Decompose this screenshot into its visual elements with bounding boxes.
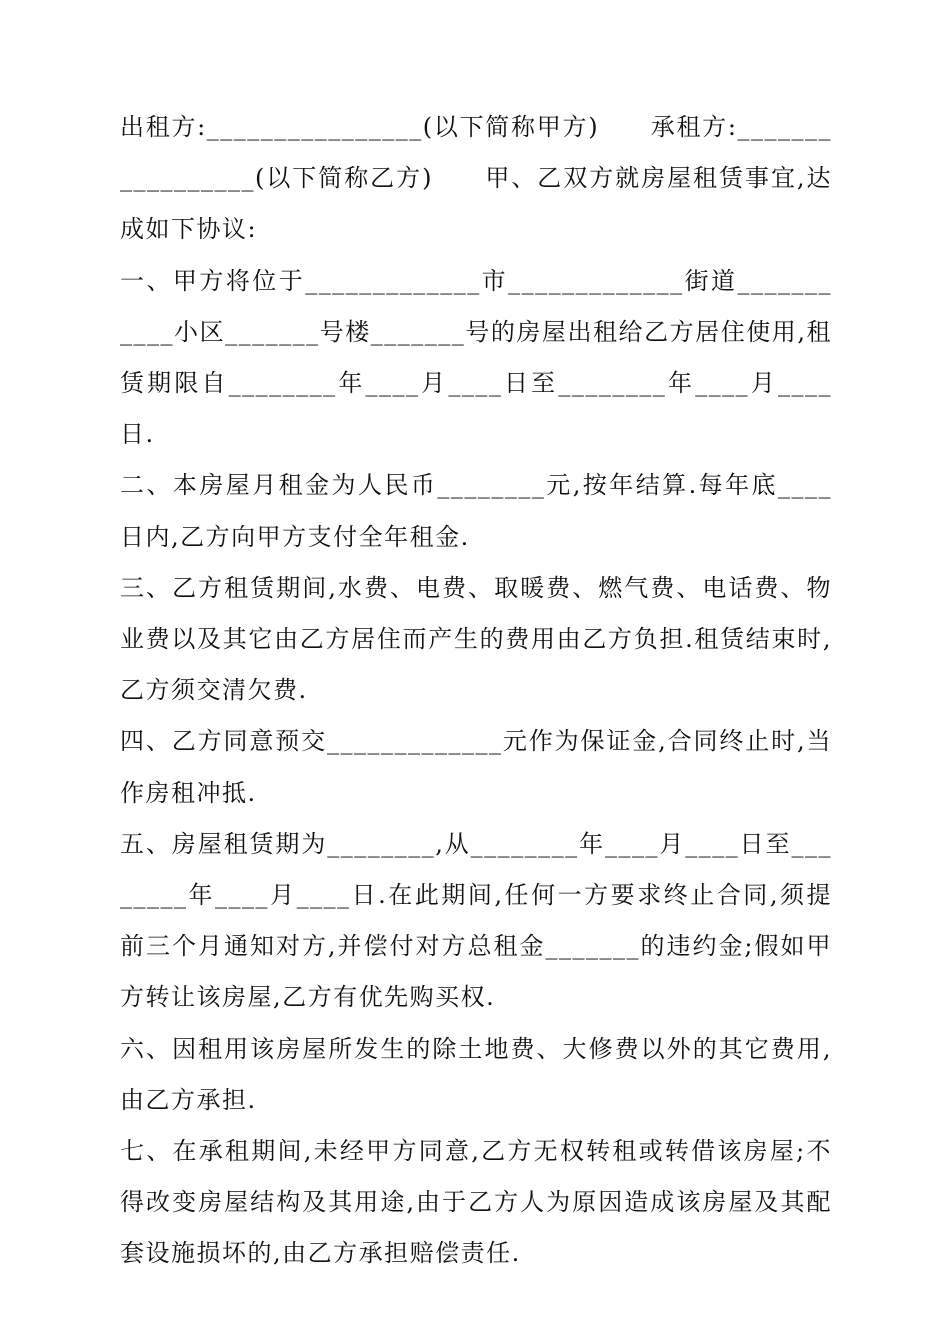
paragraph-parties: 出租方:________________(以下简称甲方) 承租方:_________________(以下简称乙方) 甲、乙双方就房屋租赁事宜,达成如下协议: xyxy=(120,113,832,244)
paragraph-clause-4-deposit: 四、乙方同意预交_____________元作为保证金,合同终止时,当作房租冲抵. xyxy=(120,727,832,807)
paragraph-clause-1-location-term: 一、甲方将位于_____________市_____________街道___________小区_______号楼_______号的房屋出租给乙方居住使用,租赁期限自________年____月____日至________年____月____日. xyxy=(120,266,832,449)
paragraph-clause-7-subletting: 七、在承租期间,未经甲方同意,乙方无权转租或转借该房屋;不得改变房屋结构及其用途,由于乙方人为原因造成该房屋及其配套设施损坏的,由乙方承担赔偿责任. xyxy=(120,1137,832,1268)
contract-body xyxy=(120,102,832,1280)
paragraph-clause-5-lease-period: 五、房屋租赁期为________,从________年____月____日至________年____月____日.在此期间,任何一方要求终止合同,须提前三个月通知对方,并偿付对方总租金_______的违约金;假如甲方转让该房屋,乙方有优先购买权. xyxy=(120,829,832,1012)
paragraph-clause-3-utilities: 三、乙方租赁期间,水费、电费、取暖费、燃气费、电话费、物业费以及其它由乙方居住而产生的费用由乙方负担.租赁结束时,乙方须交清欠费. xyxy=(120,573,832,705)
paragraph-clause-2-rent: 二、本房屋月租金为人民币________元,按年结算.每年底____日内,乙方向甲方支付全年租金. xyxy=(120,471,832,551)
paragraph-clause-6-other-fees: 六、因租用该房屋所发生的除土地费、大修费以外的其它费用,由乙方承担. xyxy=(120,1034,832,1114)
